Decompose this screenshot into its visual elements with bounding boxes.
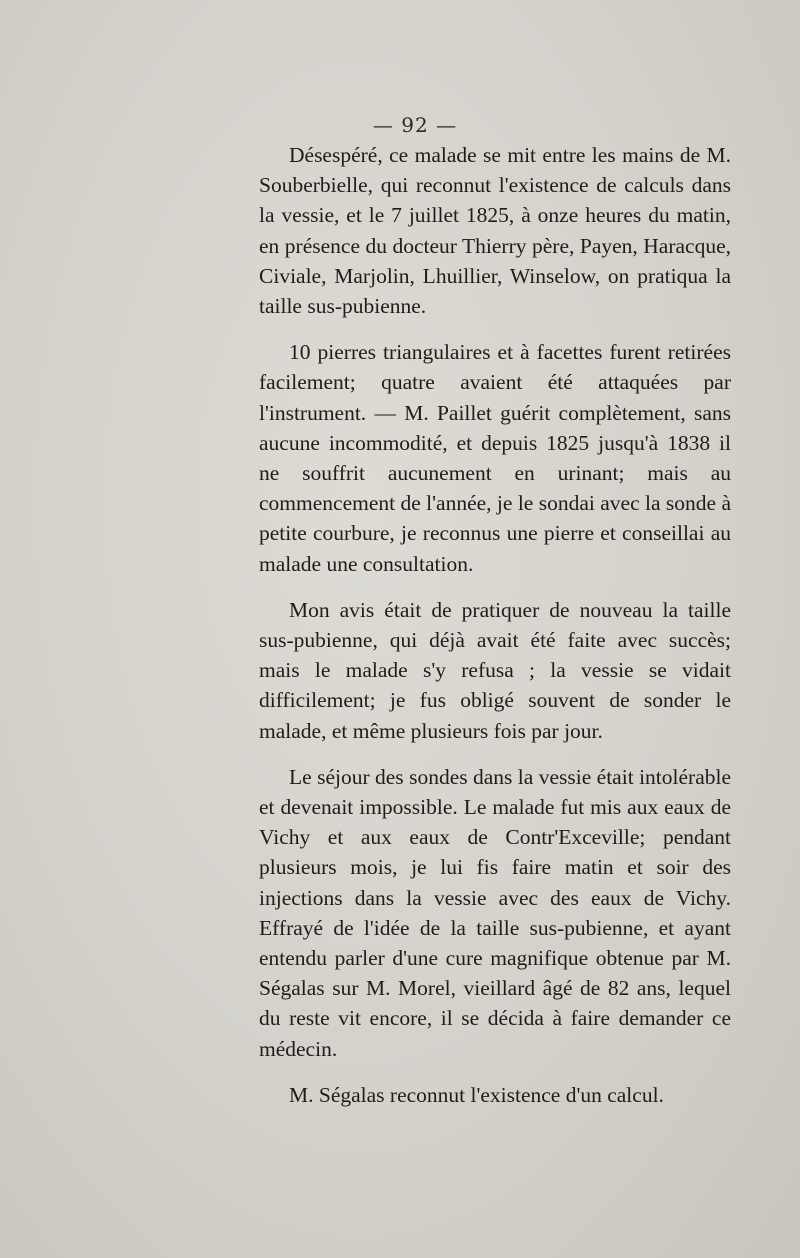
paragraph-1: Désespéré, ce malade se mit entre les mains de M. Souberbielle, qui reconnut l'existence de calculs dans la vessie, et le 7 juillet 1825, à onze heures du matin, en présence du docteur Thierry père, Payen, Haracque, Civiale, Marjolin, Lhuillier, Winselow, on pratiqua la taille sus-pubienne. — [259, 143, 731, 319]
paragraph-2: 10 pierres triangulaires et à facettes furent retirées facilement; quatre avaient été attaquées par l'instrument. — M. Paillet guérit complètement, sans aucune incommodité, et depuis 1825 jusqu'à 1838 il ne souffrit aucunement en urinant; mais au commencement de l'année, je le sondai avec la sonde à petite courbure, je reconnus une pierre et conseillai au malade une consultation. — [259, 340, 731, 576]
paragraph-4: Le séjour des sondes dans la vessie était intolérable et devenait impossible. Le malade fut mis aux eaux de Vichy et aux eaux de Contr'Exceville; pendant plusieurs mois, je lui fis faire matin et soir des injections dans la vessie avec des eaux de Vichy. Effrayé de l'idée de la taille sus-pubienne, et ayant entendu parler d'une cure magnifique obtenue par M. Ségalas sur M. Morel, vieillard âgé de 82 ans, lequel du reste vit encore, il se décida à faire demander ce médecin. — [259, 764, 731, 1061]
body-text — [259, 140, 731, 1126]
paragraph-3: Mon avis était de pratiquer de nouveau la taille sus-pubienne, qui déjà avait été faite avec succès; mais le malade s'y refusa ; la vessie se vidait difficilement; je fus obligé souvent de sonder le malade, et même plusieurs fois par jour. — [259, 597, 731, 743]
page-number: — 92 — — [372, 113, 458, 137]
paragraph-5: M. Ségalas reconnut l'existence d'un calcul. — [289, 1082, 664, 1107]
